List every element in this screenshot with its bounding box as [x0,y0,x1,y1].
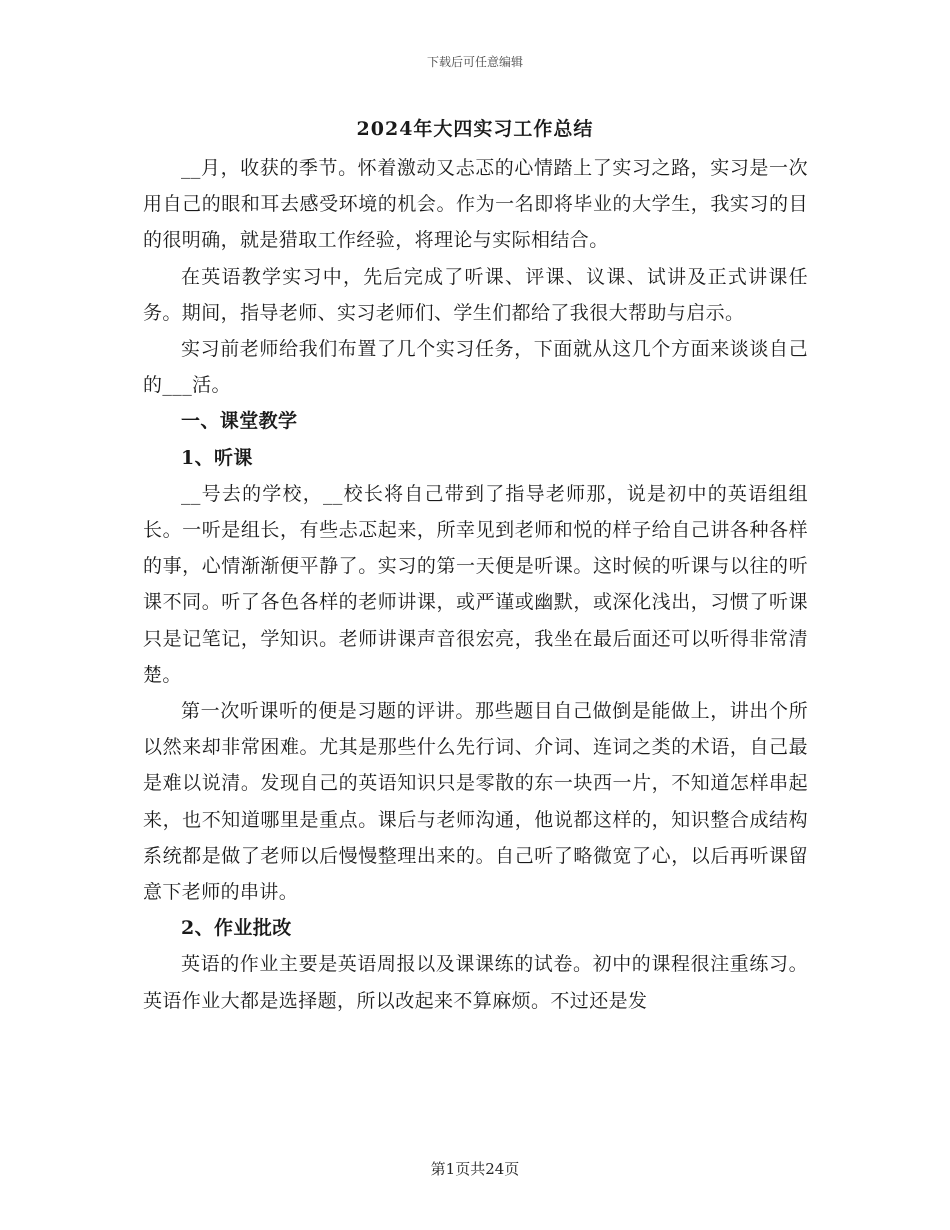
section-heading-classroom-teaching: 一、课堂教学 [181,410,298,433]
page-header-note: 下载后可任意编辑 [426,55,523,69]
paragraph-first-lesson: 第一次听课听的便是习题的评讲。那些题目自己做倒是能做上，讲出个所以然来却非常困难。尤其是那些什么先行词、介词、连词之类的术语，自己最是难以说清。发现自己的英语知识只是零散的东一块西一片，不知道怎样串起来，也不知道哪里是重点。课后与老师沟通，他说都这样的，知识整合成结构系统都是做了老师以后慢慢整理出来的。自己听了略微宽了心，以后再听课留意下老师的串讲。 [143,700,808,904]
paragraph-first-day: __号去的学校，__校长将自己带到了指导老师那，说是初中的英语组组长。一听是组长，有些忐忑起来，所幸见到老师和悦的样子给自己讲各种各样的事，心情渐渐便平静了。实习的第一天便是听课。这时候的听课与以往的听课不同。听了各色各样的老师讲课，或严谨或幽默，或深化浅出，习惯了听课只是记笔记，学知识。老师讲课声音很宏亮，我坐在最后面还可以听得非常清楚。 [143,482,808,686]
document-body [143,150,808,1019]
subsection-heading-lesson-observation: 1、听课 [181,446,253,469]
document-title: 2024年大四实习工作总结 [356,118,594,140]
subsection-heading-homework-correction: 2、作业批改 [181,917,292,940]
page-number: 第1页共24页 [430,1160,520,1178]
paragraph-intro: __月，收获的季节。怀着激动又忐忑的心情踏上了实习之路，实习是一次用自己的眼和耳去感受环境的机会。作为一名即将毕业的大学生，我实习的目的很明确，就是猎取工作经验，将理论与实际相结合。 [143,157,808,252]
paragraph-tasks: 实习前老师给我们布置了几个实习任务，下面就从这几个方面来谈谈自己的___活。 [143,338,808,397]
paragraph-teaching-practice: 在英语教学实习中，先后完成了听课、评课、议课、试讲及正式讲课任务。期间，指导老师、实习老师们、学生们都给了我很大帮助与启示。 [143,265,808,324]
paragraph-homework: 英语的作业主要是英语周报以及课课练的试卷。初中的课程很注重练习。英语作业大都是选择题，所以改起来不算麻烦。不过还是发 [143,953,808,1012]
